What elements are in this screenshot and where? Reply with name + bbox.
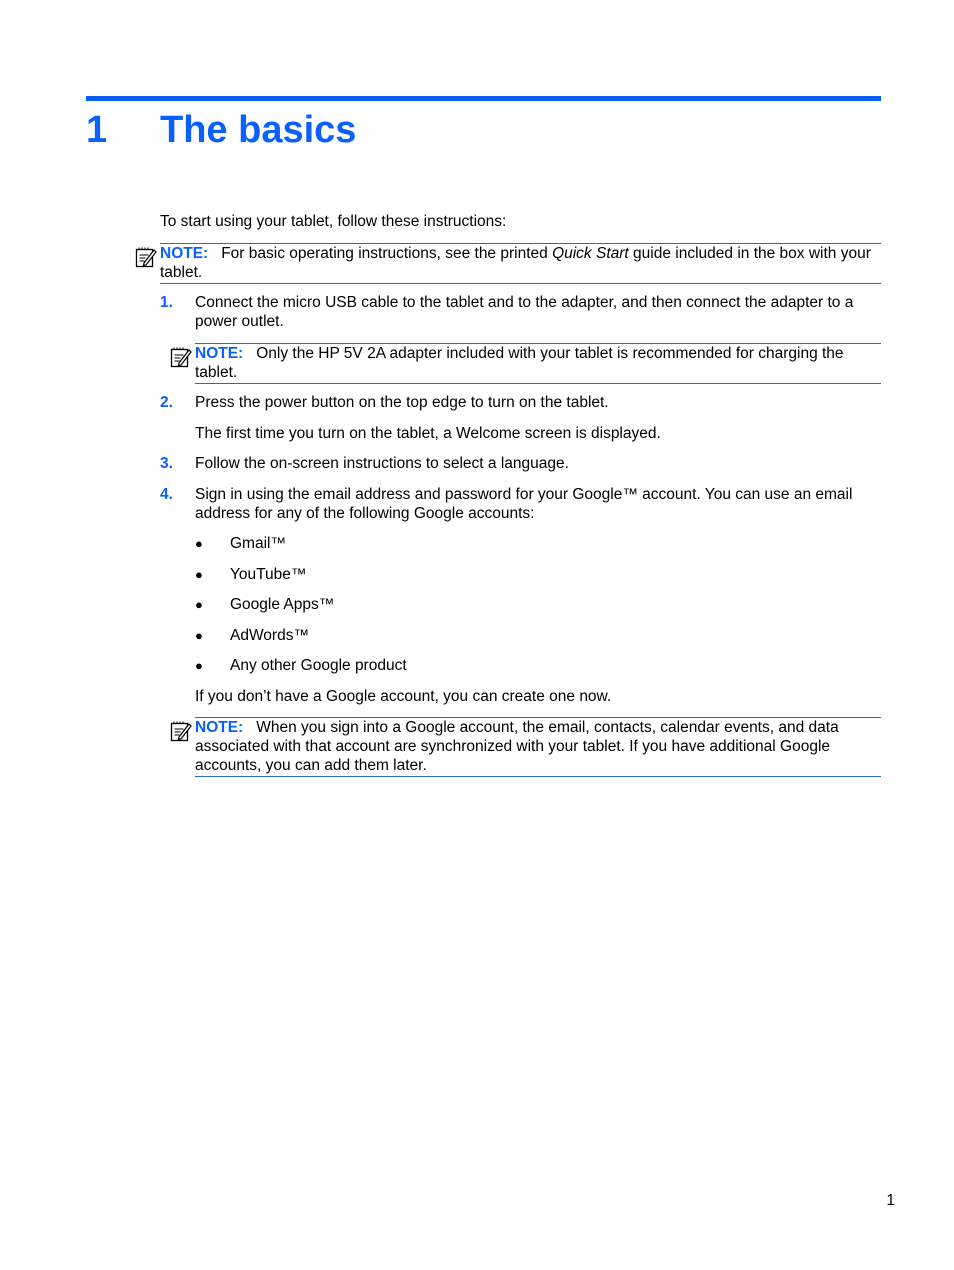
note-icon: [135, 246, 157, 268]
note-box-2: [195, 343, 881, 384]
step-text: Sign in using the email address and password for your Google™ account. You can use an email address for any of the following Google accounts:: [195, 486, 853, 522]
step-text: Follow the on-screen instructions to select a language.: [195, 455, 569, 472]
list-item: YouTube™: [230, 566, 307, 583]
closing-text: If you don’t have a Google account, you can create one now.: [195, 688, 612, 705]
note-box-1: [160, 243, 881, 284]
list-bullet: ●: [195, 567, 203, 582]
list-bullet: ●: [195, 658, 203, 673]
step-followup: The first time you turn on the tablet, a Welcome screen is displayed.: [195, 425, 661, 442]
intro-text: To start using your tablet, follow these instructions:: [160, 213, 507, 230]
step-text: Press the power button on the top edge to turn on the tablet.: [195, 394, 609, 411]
list-bullet: ●: [195, 536, 203, 551]
step-number: 4.: [160, 486, 173, 503]
note-box-3: [195, 717, 881, 777]
list-item: Any other Google product: [230, 657, 407, 674]
step-text: Connect the micro USB cable to the tablet and to the adapter, and then connect the adapter to a power outlet.: [195, 294, 854, 330]
note-emphasis: Quick Start: [552, 245, 629, 262]
note-label: NOTE:: [195, 719, 244, 736]
step-number: 3.: [160, 455, 173, 472]
note-text: Only the HP 5V 2A adapter included with your tablet is recommended for charging the tablet.: [195, 345, 844, 381]
note-text-before: For basic operating instructions, see the printed: [221, 245, 553, 262]
note-text-after: guide included in the box with your tablet.: [160, 245, 871, 281]
page-number: 1: [886, 1192, 895, 1209]
list-bullet: ●: [195, 597, 203, 612]
note-icon: [170, 346, 192, 368]
step-number: 2.: [160, 394, 173, 411]
note-label: NOTE:: [195, 345, 244, 362]
list-item: Gmail™: [230, 535, 286, 552]
list-item: AdWords™: [230, 627, 309, 644]
chapter-title: The basics: [160, 109, 357, 151]
note-text: When you sign into a Google account, the email, contacts, calendar events, and data associated with that account are synchronized with your tablet. If you have additional Google accounts, you can add them later.: [195, 719, 839, 774]
chapter-number: 1: [86, 109, 108, 151]
list-item: Google Apps™: [230, 596, 335, 613]
step-number: 1.: [160, 294, 173, 311]
list-bullet: ●: [195, 628, 203, 643]
note-label: NOTE:: [160, 245, 209, 262]
chapter-top-rule: [86, 96, 881, 101]
note-icon: [170, 720, 192, 742]
